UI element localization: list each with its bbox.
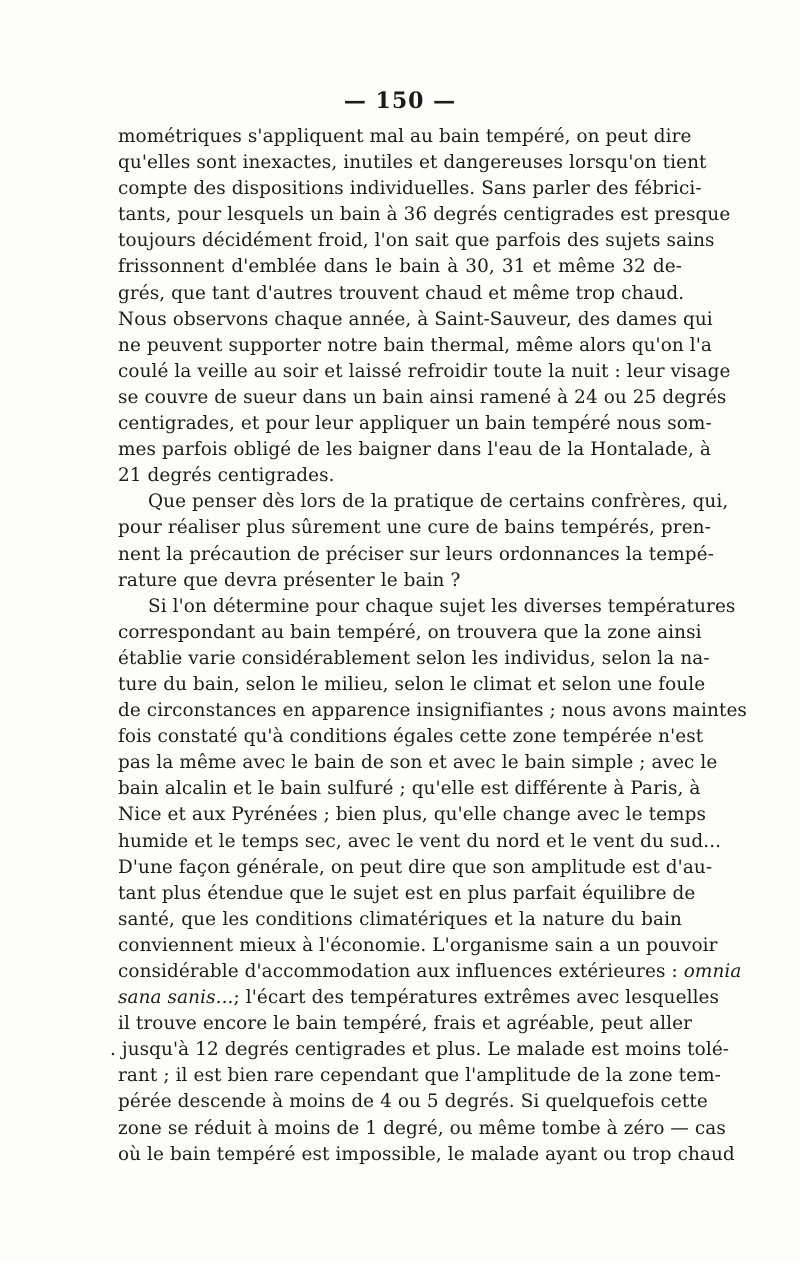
text-line: humide et le temps sec, avec le vent du nord et le vent du sud... [118,830,722,852]
text-line-with-italic [118,985,720,1011]
text-line: conviennent mieux à l'économie. L'organisme sain a un pouvoir [118,934,718,956]
text-line: . jusqu'à 12 degrés centigrades et plus. Le malade est moins tolé- [110,1039,730,1061]
italic-word: omnia [683,961,742,982]
text-line: établie varie considérablement selon les individus, selon la na- [118,647,710,669]
text-line: tant plus étendue que le sujet est en plus parfait équilibre de [118,882,696,904]
text-line: correspondant au bain tempéré, on trouvera que la zone ainsi [118,621,702,643]
text-line: il trouve encore le bain tempéré, frais et agréable, peut aller [118,1013,692,1035]
text-line: toujours décidément froid, l'on sait que parfois des sujets sains [118,230,715,252]
text-line: pérée descende à moins de 4 ou 5 degrés. Si quelquefois cette [118,1091,708,1113]
text-line-with-italic [118,959,742,985]
paragraph-start-line: Si l'on détermine pour chaque sujet les diverses températures [148,595,736,617]
text-line: santé, que les conditions climatériques et la nature du bain [118,908,682,930]
page-number: — 150 — [343,88,457,114]
text-line: Nous observons chaque année, à Saint-Sauveur, des dames qui [118,308,713,330]
text-line: rant ; il est bien rare cependant que l'amplitude de la zone tem- [118,1065,721,1087]
text-line: fois constaté qu'à conditions égales cette zone tempérée n'est [118,726,704,748]
text-line: rature que devra présenter le bain ? [118,569,461,591]
text-line: Nice et aux Pyrénées ; bien plus, qu'elle change avec le temps [118,804,707,826]
text-line: zone se réduit à moins de 1 degré, ou même tombe à zéro — cas [118,1117,726,1139]
text-line: coulé la veille au soir et laissé refroidir toute la nuit : leur visage [118,360,731,382]
italic-phrase: sana sanis... [118,987,234,1009]
text-line: mes parfois obligé de les baigner dans l'eau de la Hontalade, à [118,439,711,461]
text-line: se couvre de sueur dans un bain ainsi ramené à 24 ou 25 degrés [118,386,727,408]
text-line: qu'elles sont inexactes, inutiles et dangereuses lorsqu'on tient [118,152,707,174]
text-line: 21 degrés centigrades. [118,465,335,487]
text-line: pas la même avec le bain de son et avec le bain simple ; avec le [118,752,718,774]
text-line: frissonnent d'emblée dans le bain à 30, 31 et même 32 de- [118,256,682,278]
text-line: ne peuvent supporter notre bain thermal, même alors qu'on l'a [118,334,712,356]
text-line: centigrades, et pour leur appliquer un bain tempéré nous som- [118,413,712,435]
paragraph-start-line: Que penser dès lors de la pratique de certains confrères, qui, [148,491,729,513]
text-line: de circonstances en apparence insignifiantes ; nous avons maintes [118,700,747,722]
text-line: nent la précaution de préciser sur leurs ordonnances la tempé- [118,543,714,565]
text-line: tants, pour lesquels un bain à 36 degrés centigrades est presque [118,204,731,226]
text-line: D'une façon générale, on peut dire que son amplitude est d'au- [118,856,713,878]
text-segment: considérable d'accommodation aux influences extérieures : [118,961,678,982]
body-text [110,124,747,1168]
text-line: pour réaliser plus sûrement une cure de bains tempérés, pren- [118,517,711,539]
text-line: grés, que tant d'autres trouvent chaud et même trop chaud. [118,282,685,304]
text-line: compte des dispositions individuelles. Sans parler des fébrici- [118,178,702,200]
text-segment: ; l'écart des températures extrêmes avec lesquelles [233,987,720,1009]
text-line: où le bain tempéré est impossible, le malade ayant ou trop chaud [118,1143,735,1165]
text-line: mométriques s'appliquent mal au bain tempéré, on peut dire [118,126,692,147]
text-line: bain alcalin et le bain sulfuré ; qu'elle est différente à Paris, à [118,778,701,800]
text-line: ture du bain, selon le milieu, selon le climat et selon une foule [118,673,706,695]
